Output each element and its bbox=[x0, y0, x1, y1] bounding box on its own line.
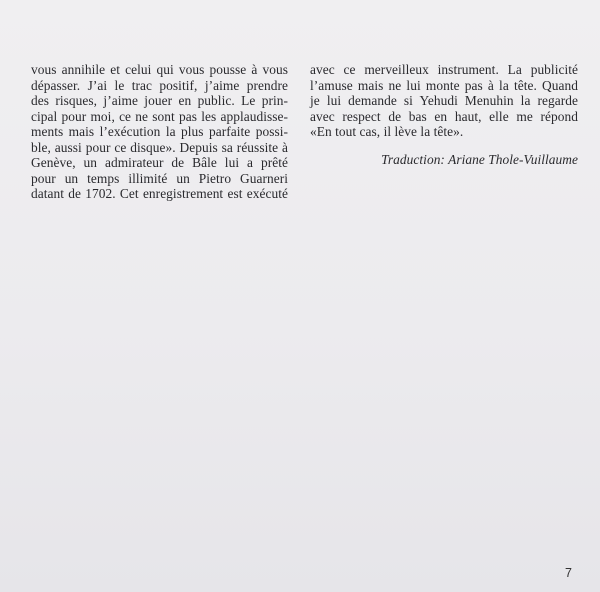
text-line: «En tout cas, il lève la tête». bbox=[310, 124, 464, 139]
page-number: 7 bbox=[565, 566, 572, 580]
text-line: dépasser. J’ai le trac positif, j’aime prendre bbox=[31, 77, 288, 93]
text-line: cipal pour moi, ce ne sont pas les applaudisse- bbox=[31, 108, 288, 124]
text-line: avec respect de bas en haut, elle me répond bbox=[310, 108, 578, 124]
translation-credit: Traduction: Ariane Thole-Vuillaume bbox=[381, 151, 578, 167]
text-line: datant de 1702. Cet enregistrement est exécuté bbox=[31, 186, 288, 201]
text-line: pour un temps illimité un Pietro Guarneri bbox=[31, 170, 288, 186]
text-line: ments mais l’exécution la plus parfaite possi- bbox=[31, 124, 288, 139]
left-text-column bbox=[31, 62, 288, 202]
right-text-column bbox=[310, 62, 578, 167]
text-line: vous annihile et celui qui vous pousse à vous bbox=[31, 62, 288, 77]
text-line: l’amuse mais ne lui monte pas à la tête. Quand bbox=[310, 77, 578, 93]
text-line: des risques, j’aime jouer en public. Le prin- bbox=[31, 93, 288, 108]
text-line: je lui demande si Yehudi Menuhin la regarde bbox=[310, 93, 578, 108]
text-line: ble, aussi pour ce disque». Depuis sa réussite à bbox=[31, 139, 288, 155]
text-line: avec ce merveilleux instrument. La publicité bbox=[310, 62, 578, 77]
text-line: Genève, un admirateur de Bâle lui a prêté bbox=[31, 155, 288, 170]
